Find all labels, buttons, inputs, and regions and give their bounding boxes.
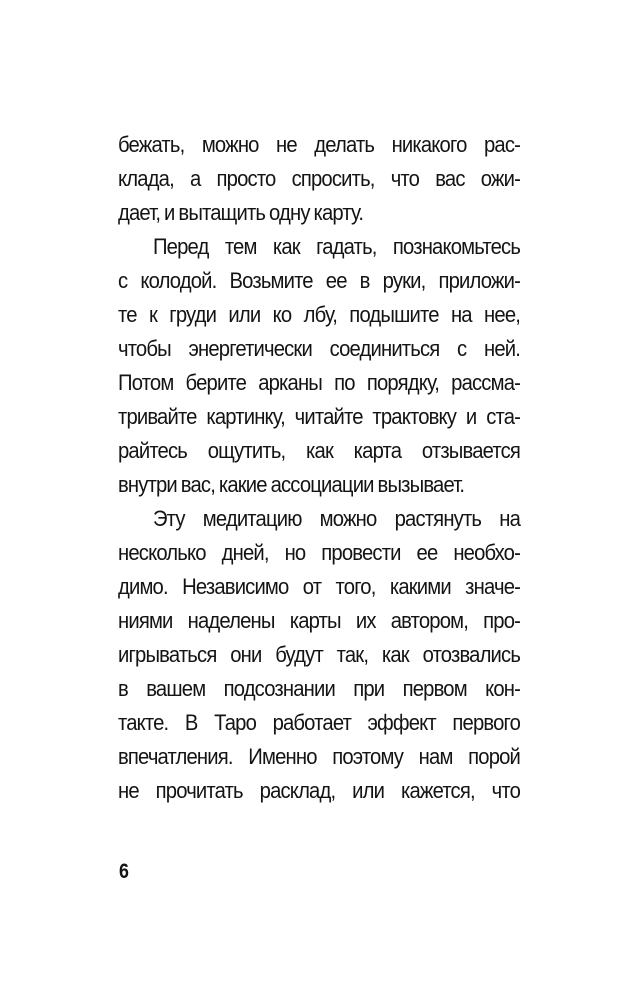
body-text (118, 128, 520, 808)
page-number: 6 (119, 860, 129, 883)
text-line: в вашем подсознании при первом кон- (118, 676, 521, 701)
text-line: с колодой. Возьмите ее в руки, приложи- (118, 268, 521, 293)
text-line: не прочитать расклад, или кажется, что (118, 778, 521, 803)
text-line: димо. Независимо от того, какими значе- (118, 574, 521, 599)
text-line: дает, и вытащить одну карту. (118, 200, 364, 225)
text-line: такте. В Таро работает эффект первого (118, 710, 521, 735)
paragraph-start-line: Эту медитацию можно растянуть на (152, 506, 521, 531)
text-line: игрываться они будут так, как отозвались (118, 642, 521, 667)
text-line: ниями наделены карты их автором, про- (118, 608, 521, 633)
text-line: бежать, можно не делать никакого рас- (118, 132, 521, 157)
text-line: впечатления. Именно поэтому нам порой (118, 744, 521, 769)
text-line: клада, а просто спросить, что вас ожи- (118, 166, 521, 191)
text-line: райтесь ощутить, как карта отзывается (118, 438, 521, 463)
text-line: тривайте картинку, читайте трактовку и ста- (118, 404, 521, 429)
text-line: внутри вас, какие ассоциации вызывает. (118, 472, 465, 497)
paragraph-start-line: Перед тем как гадать, познакомьтесь (152, 234, 521, 259)
text-line: несколько дней, но провести ее необхо- (118, 540, 521, 565)
text-line: чтобы энергетически соединиться с ней. (118, 336, 521, 361)
text-line: те к груди или ко лбу, подышите на нее, (118, 302, 521, 327)
text-line: Потом берите арканы по порядку, рассма- (118, 370, 521, 395)
